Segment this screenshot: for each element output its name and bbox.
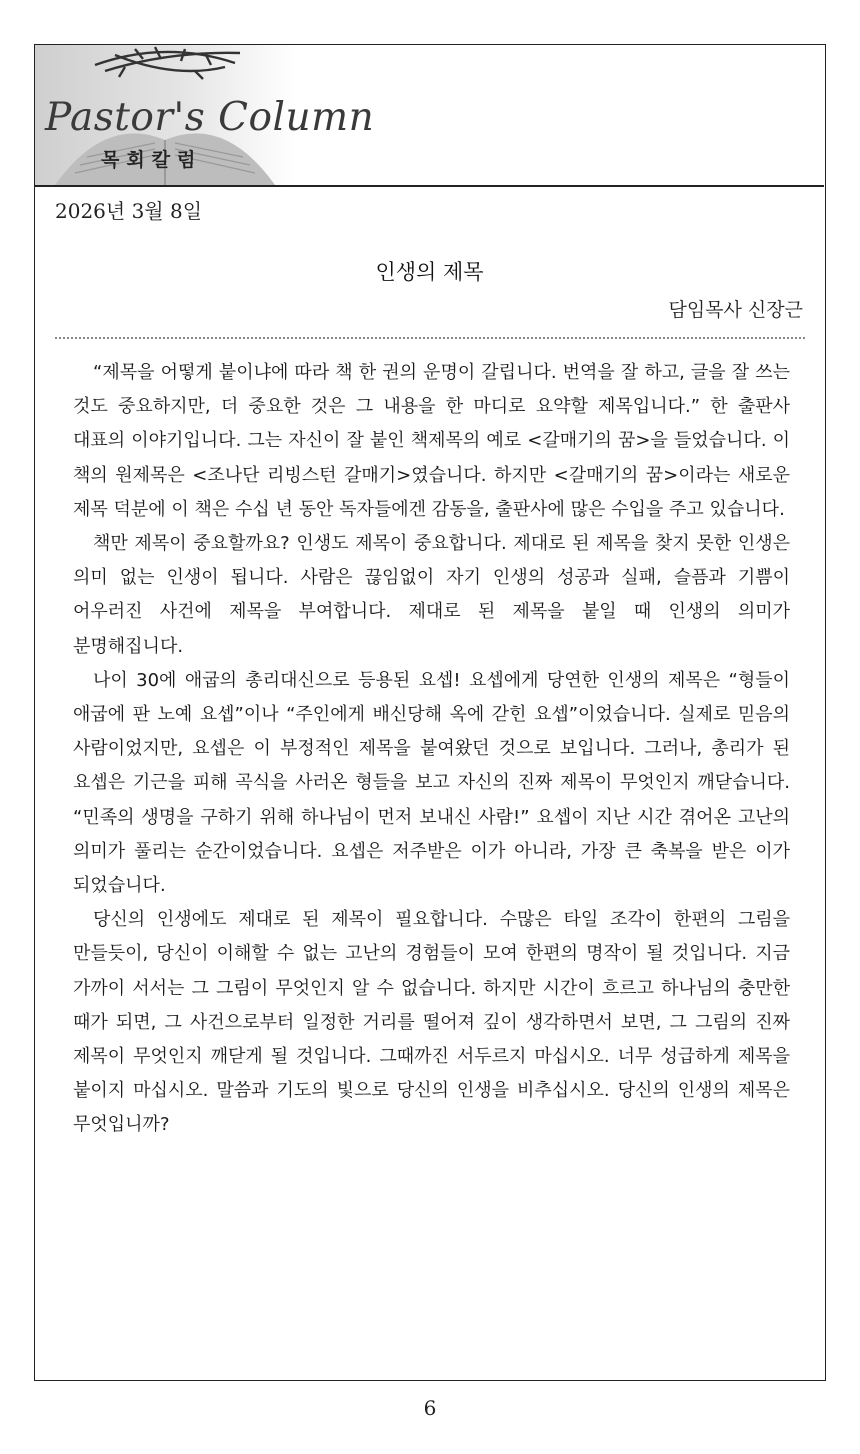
column-title: Pastor's Column xyxy=(45,95,375,140)
article-title: 인생의 제목 xyxy=(375,260,484,284)
column-header xyxy=(35,45,824,187)
column-frame xyxy=(34,44,826,1381)
column-subtitle: 목회칼럼 xyxy=(101,149,203,171)
article-paragraph: “제목을 어떻게 붙이냐에 따라 책 한 권의 운명이 갈립니다. 번역을 잘 하고, 글을 잘 쓰는 것도 중요하지만, 더 중요한 것은 그 내용을 한 마디로 요약할 제목입니다.” 한 출판사 대표의 이야기입니다. 그는 자신이 잘 붙인 책제목의 예로 <갈매기의 꿈>을 들었습니다. 이 책의 원제목은 <조나단 리빙스턴 갈매기>였습니다. 하지만 <갈매기의 꿈>이라는 새로운 제목 덕분에 이 책은 수십 년 동안 독자들에겐 감동을, 출판사에 많은 수입을 주고 있습니다. xyxy=(73,362,790,520)
thorn-crown-icon xyxy=(95,47,240,79)
article-author: 담임목사 신장근 xyxy=(668,299,803,321)
article-body xyxy=(73,356,790,1143)
article-paragraph: 나이 30에 애굽의 총리대신으로 등용된 요셉! 요셉에게 당연한 인생의 제목은 “형들이 애굽에 판 노예 요셉”이나 “주인에게 배신당해 옥에 갇힌 요셉”이었습니다. 실제로 믿음의 사람이었지만, 요셉은 이 부정적인 제목을 붙여왔던 것으로 보입니다. 그러나, 총리가 된 요셉은 기근을 피해 곡식을 사러온 형들을 보고 자신의 진짜 제목이 무엇인지 깨닫습니다. “민족의 생명을 구하기 위해 하나님이 먼저 보내신 사람!” 요셉이 지난 시간 겪어온 고난의 의미가 풀리는 순간이었습니다. 요셉은 저주받은 이가 아니라, 가장 큰 축복을 받은 이가 되었습니다. xyxy=(73,669,790,897)
article-paragraph: 당신의 인생에도 제대로 된 제목이 필요합니다. 수많은 타일 조각이 한편의 그림을 만들듯이, 당신이 이해할 수 없는 고난의 경험들이 모여 한편의 명작이 될 것입니다. 지금 가까이 서서는 그 그림이 무엇인지 알 수 없습니다. 하지만 시간이 흐르고 하나님의 충만한 때가 되면, 그 사건으로부터 일정한 거리를 떨어져 깊이 생각하면서 보면, 그 그림의 진짜 제목이 무엇인지 깨닫게 될 것입니다. 그때까진 서두르지 마십시오. 너무 성급하게 제목을 붙이지 마십시오. 말씀과 기도의 빛으로 당신의 인생을 비추십시오. 당신의 인생의 제목은 무엇입니까? xyxy=(73,909,790,1136)
column-date: 2026년 3월 8일 xyxy=(55,199,203,223)
dotted-divider xyxy=(55,337,805,339)
article-paragraph: 책만 제목이 중요할까요? 인생도 제목이 중요합니다. 제대로 된 제목을 찾지 못한 인생은 의미 없는 인생이 됩니다. 사람은 끊임없이 자기 인생의 성공과 실패, 슬픔과 기쁨이 어우러진 사건에 제목을 부여합니다. 제대로 된 제목을 붙일 때 인생의 의미가 분명해집니다. xyxy=(73,533,790,657)
page-number: 6 xyxy=(423,1396,437,1420)
